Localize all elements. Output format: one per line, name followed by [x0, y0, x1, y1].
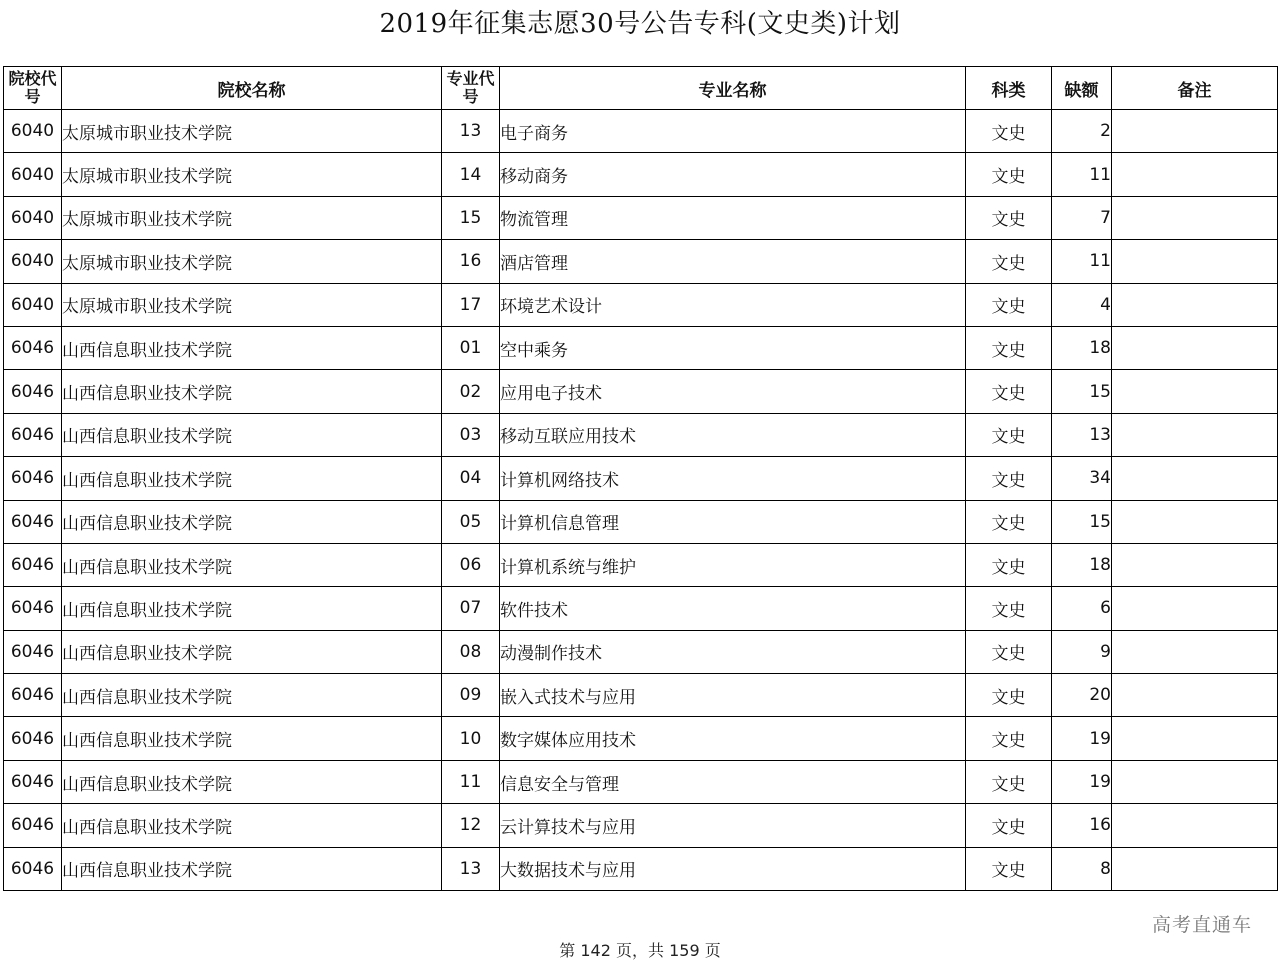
header-major-code: 专业代号 — [442, 67, 500, 110]
cell-major-name: 环境艺术设计 — [500, 283, 966, 326]
cell-note — [1112, 240, 1278, 283]
header-major-name: 专业名称 — [500, 67, 966, 110]
cell-major-code: 17 — [442, 283, 500, 326]
table-row — [4, 500, 1278, 543]
cell-major-name: 移动互联应用技术 — [500, 413, 966, 456]
table-row — [4, 630, 1278, 673]
cell-note — [1112, 543, 1278, 586]
cell-note — [1112, 153, 1278, 196]
cell-major-code: 04 — [442, 457, 500, 500]
table-row — [4, 674, 1278, 717]
cell-category: 文史 — [966, 543, 1052, 586]
cell-school-name: 山西信息职业技术学院 — [62, 457, 442, 500]
cell-note — [1112, 283, 1278, 326]
cell-major-name: 数字媒体应用技术 — [500, 717, 966, 760]
cell-school-name: 山西信息职业技术学院 — [62, 543, 442, 586]
cell-school-name: 太原城市职业技术学院 — [62, 196, 442, 239]
cell-major-name: 移动商务 — [500, 153, 966, 196]
cell-school-name: 太原城市职业技术学院 — [62, 153, 442, 196]
page-title: 2019年征集志愿30号公告专科(文史类)计划 — [379, 9, 901, 39]
cell-major-name: 动漫制作技术 — [500, 630, 966, 673]
table-row — [4, 240, 1278, 283]
cell-note — [1112, 804, 1278, 847]
cell-note — [1112, 196, 1278, 239]
cell-major-name: 信息安全与管理 — [500, 760, 966, 803]
watermark: 高考直通车 — [1151, 914, 1252, 936]
cell-note — [1112, 457, 1278, 500]
cell-quota: 8 — [1052, 847, 1112, 890]
cell-school-code: 6040 — [4, 196, 62, 239]
cell-major-code: 06 — [442, 543, 500, 586]
cell-quota: 15 — [1052, 370, 1112, 413]
cell-major-name: 云计算技术与应用 — [500, 804, 966, 847]
cell-category: 文史 — [966, 804, 1052, 847]
cell-category: 文史 — [966, 457, 1052, 500]
cell-category: 文史 — [966, 196, 1052, 239]
cell-school-code: 6046 — [4, 500, 62, 543]
cell-school-code: 6046 — [4, 543, 62, 586]
cell-quota: 9 — [1052, 630, 1112, 673]
cell-quota: 4 — [1052, 283, 1112, 326]
cell-school-code: 6046 — [4, 370, 62, 413]
cell-school-code: 6040 — [4, 153, 62, 196]
cell-major-code: 05 — [442, 500, 500, 543]
header-quota: 缺额 — [1052, 67, 1112, 110]
table-row — [4, 717, 1278, 760]
cell-school-name: 太原城市职业技术学院 — [62, 283, 442, 326]
cell-category: 文史 — [966, 717, 1052, 760]
cell-quota: 2 — [1052, 110, 1112, 153]
cell-school-name: 山西信息职业技术学院 — [62, 630, 442, 673]
cell-quota: 20 — [1052, 674, 1112, 717]
table-row — [4, 760, 1278, 803]
cell-school-code: 6046 — [4, 587, 62, 630]
table-row — [4, 543, 1278, 586]
cell-category: 文史 — [966, 283, 1052, 326]
cell-category: 文史 — [966, 630, 1052, 673]
cell-quota: 18 — [1052, 326, 1112, 369]
cell-school-name: 山西信息职业技术学院 — [62, 326, 442, 369]
cell-major-code: 09 — [442, 674, 500, 717]
table-row — [4, 804, 1278, 847]
cell-major-name: 计算机信息管理 — [500, 500, 966, 543]
cell-school-name: 山西信息职业技术学院 — [62, 587, 442, 630]
cell-school-name: 山西信息职业技术学院 — [62, 674, 442, 717]
cell-category: 文史 — [966, 240, 1052, 283]
cell-category: 文史 — [966, 500, 1052, 543]
cell-major-code: 13 — [442, 847, 500, 890]
cell-category: 文史 — [966, 413, 1052, 456]
cell-quota: 34 — [1052, 457, 1112, 500]
cell-school-name: 山西信息职业技术学院 — [62, 804, 442, 847]
cell-category: 文史 — [966, 674, 1052, 717]
cell-note — [1112, 110, 1278, 153]
cell-note — [1112, 760, 1278, 803]
cell-major-code: 15 — [442, 196, 500, 239]
table-row — [4, 110, 1278, 153]
cell-major-name: 电子商务 — [500, 110, 966, 153]
cell-quota: 15 — [1052, 500, 1112, 543]
cell-quota: 6 — [1052, 587, 1112, 630]
cell-note — [1112, 413, 1278, 456]
cell-major-code: 12 — [442, 804, 500, 847]
cell-school-name: 山西信息职业技术学院 — [62, 370, 442, 413]
cell-major-code: 08 — [442, 630, 500, 673]
header-note: 备注 — [1112, 67, 1278, 110]
cell-school-name: 太原城市职业技术学院 — [62, 240, 442, 283]
cell-school-code: 6046 — [4, 457, 62, 500]
header-school-name: 院校名称 — [62, 67, 442, 110]
cell-quota: 7 — [1052, 196, 1112, 239]
cell-major-name: 软件技术 — [500, 587, 966, 630]
table-header-row — [4, 67, 1278, 110]
header-school-code: 院校代号 — [4, 67, 62, 110]
cell-major-name: 大数据技术与应用 — [500, 847, 966, 890]
cell-note — [1112, 717, 1278, 760]
cell-quota: 11 — [1052, 240, 1112, 283]
cell-school-name: 山西信息职业技术学院 — [62, 500, 442, 543]
cell-school-code: 6046 — [4, 760, 62, 803]
cell-category: 文史 — [966, 370, 1052, 413]
cell-note — [1112, 630, 1278, 673]
cell-school-name: 山西信息职业技术学院 — [62, 717, 442, 760]
cell-school-name: 山西信息职业技术学院 — [62, 760, 442, 803]
cell-quota: 11 — [1052, 153, 1112, 196]
cell-school-code: 6046 — [4, 413, 62, 456]
cell-note — [1112, 326, 1278, 369]
table-row — [4, 847, 1278, 890]
cell-note — [1112, 370, 1278, 413]
cell-major-code: 02 — [442, 370, 500, 413]
table-row — [4, 413, 1278, 456]
cell-category: 文史 — [966, 153, 1052, 196]
table-row — [4, 196, 1278, 239]
table-row — [4, 370, 1278, 413]
cell-school-code: 6046 — [4, 717, 62, 760]
cell-major-name: 物流管理 — [500, 196, 966, 239]
cell-note — [1112, 587, 1278, 630]
cell-major-code: 16 — [442, 240, 500, 283]
cell-major-name: 计算机系统与维护 — [500, 543, 966, 586]
cell-school-code: 6046 — [4, 326, 62, 369]
table-body — [4, 110, 1278, 891]
cell-major-code: 07 — [442, 587, 500, 630]
cell-note — [1112, 674, 1278, 717]
cell-school-name: 山西信息职业技术学院 — [62, 847, 442, 890]
cell-category: 文史 — [966, 847, 1052, 890]
cell-major-code: 10 — [442, 717, 500, 760]
cell-category: 文史 — [966, 587, 1052, 630]
cell-major-code: 14 — [442, 153, 500, 196]
cell-major-code: 13 — [442, 110, 500, 153]
page-footer: 第 142 页，共 159 页 — [559, 941, 721, 960]
cell-note — [1112, 847, 1278, 890]
table-row — [4, 283, 1278, 326]
cell-school-name: 太原城市职业技术学院 — [62, 110, 442, 153]
cell-school-code: 6046 — [4, 674, 62, 717]
table-row — [4, 457, 1278, 500]
cell-school-name: 山西信息职业技术学院 — [62, 413, 442, 456]
cell-category: 文史 — [966, 110, 1052, 153]
cell-school-code: 6046 — [4, 847, 62, 890]
cell-quota: 19 — [1052, 717, 1112, 760]
cell-major-name: 空中乘务 — [500, 326, 966, 369]
cell-school-code: 6040 — [4, 240, 62, 283]
cell-major-code: 11 — [442, 760, 500, 803]
table-row — [4, 326, 1278, 369]
cell-major-name: 计算机网络技术 — [500, 457, 966, 500]
cell-major-name: 酒店管理 — [500, 240, 966, 283]
header-category: 科类 — [966, 67, 1052, 110]
cell-school-code: 6040 — [4, 283, 62, 326]
cell-major-name: 应用电子技术 — [500, 370, 966, 413]
cell-category: 文史 — [966, 326, 1052, 369]
cell-school-code: 6040 — [4, 110, 62, 153]
cell-quota: 13 — [1052, 413, 1112, 456]
cell-school-code: 6046 — [4, 804, 62, 847]
cell-major-code: 03 — [442, 413, 500, 456]
cell-major-code: 01 — [442, 326, 500, 369]
cell-note — [1112, 500, 1278, 543]
cell-category: 文史 — [966, 760, 1052, 803]
table-row — [4, 587, 1278, 630]
cell-school-code: 6046 — [4, 630, 62, 673]
enrollment-plan-table — [3, 66, 1278, 891]
table-row — [4, 153, 1278, 196]
cell-quota: 18 — [1052, 543, 1112, 586]
cell-quota: 16 — [1052, 804, 1112, 847]
cell-quota: 19 — [1052, 760, 1112, 803]
cell-major-name: 嵌入式技术与应用 — [500, 674, 966, 717]
